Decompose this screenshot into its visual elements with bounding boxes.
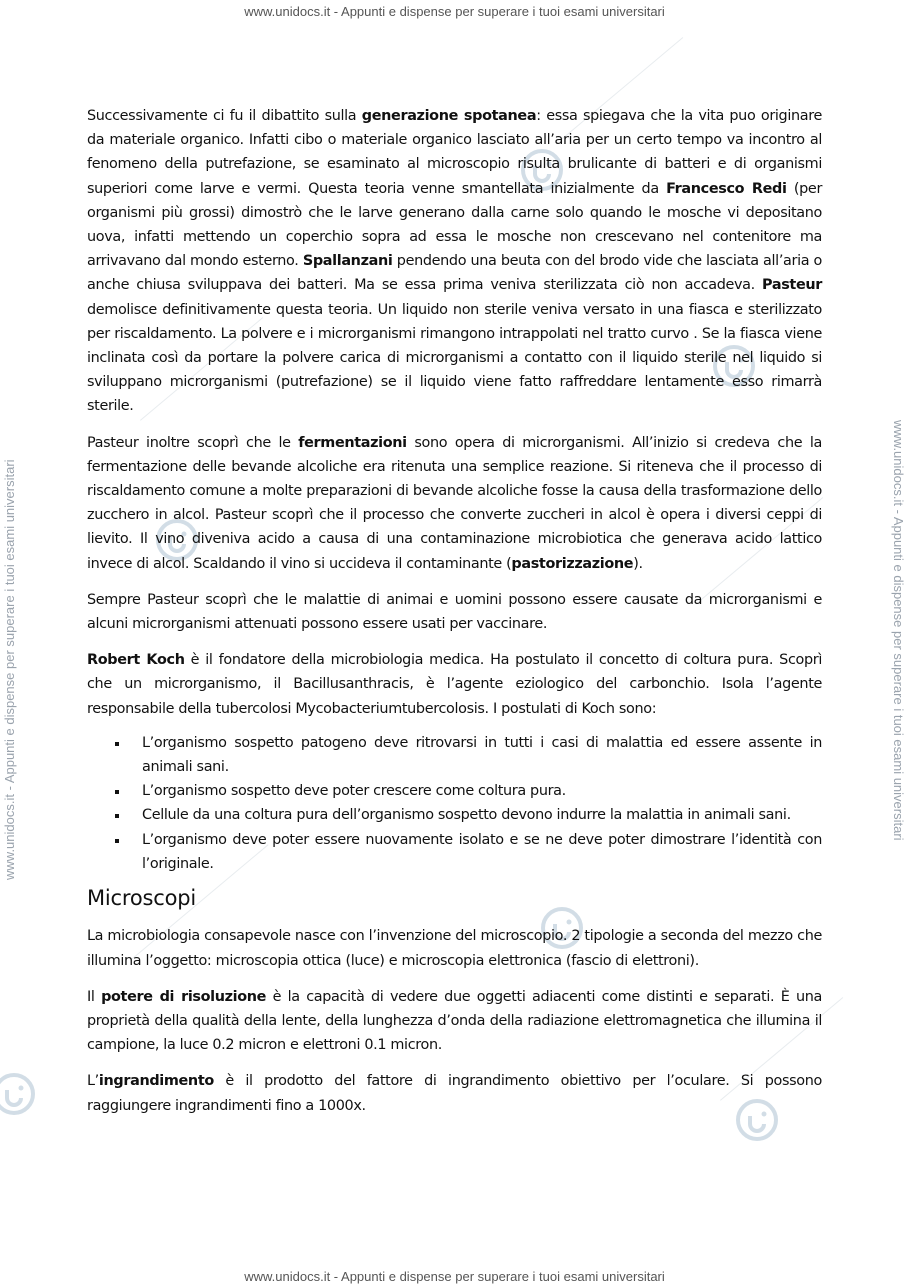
bold-term: Pasteur (762, 277, 822, 294)
paragraph-generazione-spontanea (87, 104, 822, 419)
text-run: Sempre Pasteur scoprì che le malattie di animai e uomini possono essere causate da microrganismi e alcuni microrganismi attenuati possono essere usati per vaccinare. (87, 591, 822, 633)
paragraph-fermentazioni (87, 431, 822, 576)
bold-term: Spallanzani (302, 253, 393, 270)
text-run: La microbiologia consapevole nasce con l’invenzione del microscopio. 2 tipologie a seconda del mezzo che illumina l’oggetto: microscopia ottica (luce) e microscopia elettronica (fascio di elettroni). (87, 928, 822, 969)
section-heading-microscopi: Microscopi (87, 886, 197, 911)
text-run: (per organismi più grossi) dimostrò che le larve generano dalla carne solo quando le mosche vi depositano uova, infatti mettendo un coperchio sopra ad essa le mosche non crescevano nel contenitore ma arrivavano dal mondo esterno. (87, 180, 823, 270)
list-item: Cellule da una coltura pura dell’organismo sospetto devono indurre la malattia in animali sani. (142, 803, 822, 827)
watermark-side-right: www.unidocs.it - Appunti e dispense per superare i tuoi esami universitari (891, 420, 906, 841)
text-run: pendendo una beuta con del brodo vide che lasciata all’aria o anche chiusa sviluppava dei batteri. Ma se essa prima veniva sterilizzata ciò non accadeva. (87, 253, 822, 294)
text-run: L’ (87, 1073, 99, 1090)
paragraph-microbiologia (87, 924, 822, 972)
document-body (87, 104, 822, 1130)
koch-postulates-list (87, 731, 822, 876)
text-run: Successivamente ci fu il dibattito sulla (87, 108, 362, 124)
bold-term: pastorizzazione (511, 555, 634, 572)
text-run: sono opera di microrganismi. All’inizio si credeva che la fermentazione delle bevande alcoliche era ritenuta una semplice reazione. Si riteneva che il processo di riscaldamento comune a molte preparazioni di bevande alcoliche fosse la causa della trasformazione dello zucchero in alcol. Pasteur scoprì che il processo che converte zuccheri in alcol è opera i diversi ceppi di lievito. Il vino diveniva acido a causa di una contaminazione microbiotica che generava acido lattico invece di alcol. Scaldando il vino si uccideva il contaminante ( (87, 434, 822, 572)
list-item: L’organismo sospetto patogeno deve ritrovarsi in tutti i casi di malattia ed essere assente in animali sani. (142, 731, 822, 779)
text-run: Il (87, 988, 102, 1005)
text-run: è il fondatore della microbiologia medica. Ha postulato il concetto di coltura pura. Scoprì che un microrganismo, il Bacillusanthracis, è l’agente eziologico del carbonchio. Isola l’agente responsabile della tubercolosi Mycobacteriumtubercolosis. I postulati di Koch sono: (87, 652, 822, 717)
text-run: : essa spiegava che la vita puo originare da materiale organico. Infatti cibo o materiale organico lasciato all’aria per un certo tempo va incontro al fenomeno della putrefazione, se esaminato al microscopio risulta brulicante di batteri e di organismi superiori come larve e vermi. Questa teoria venne smantellata inizialmente da (87, 108, 822, 197)
list-item: L’organismo deve poter essere nuovamente isolato e se ne deve poter dimostrare l’identità con l’originale. (142, 828, 822, 876)
watermark-side-left: www.unidocs.it - Appunti e dispense per superare i tuoi esami universitari (2, 459, 17, 880)
bold-term: fermentazioni (298, 434, 407, 451)
paragraph-robert-koch (87, 648, 822, 721)
text-run: demolisce definitivamente questa teoria. Un liquido non sterile veniva versato in una fiasca e sterilizzato per riscaldamento. La polvere e i microrganismi rimangono intrappolati nel tratto curvo . Se la fiasca viene inclinata così da portare la polvere carica di microrganismi a contatto con il liquido sterile nel liquido si sviluppano microrganismi (putrefazione) se il liquido viene fatto raffreddare lentamente esso rimarrà sterile. (87, 301, 822, 415)
bold-term: Francesco Redi (666, 180, 787, 197)
text-run: è il prodotto del fattore di ingrandimento obiettivo per l’oculare. Si possono raggiungere ingrandimenti fino a 1000x. (87, 1073, 822, 1114)
bold-term: potere di risoluzione (101, 988, 267, 1005)
bold-term: ingrandimento (98, 1073, 214, 1090)
watermark-footer: www.unidocs.it - Appunti e dispense per superare i tuoi esami universitari (244, 1269, 665, 1284)
list-item: L’organismo sospetto deve poter crescere come coltura pura. (142, 779, 822, 803)
text-run: Pasteur inoltre scoprì che le (87, 434, 299, 451)
paragraph-ingrandimento (87, 1069, 822, 1117)
paragraph-malattie (87, 588, 822, 636)
bold-term: Robert Koch (87, 652, 185, 669)
text-run: ). (633, 555, 643, 572)
unidocs-logo-icon (0, 1072, 36, 1116)
text-run: è la capacità di vedere due oggetti adiacenti come distinti e separati. È una proprietà della qualità della lente, della lunghezza d’onda della radiazione elettromagnetica che illumina il campione, la luce 0.2 micron e elettroni 0.1 micron. (87, 988, 822, 1054)
paragraph-potere-risoluzione (87, 985, 822, 1058)
bold-term: generazione spotanea (361, 108, 537, 124)
watermark-header: www.unidocs.it - Appunti e dispense per superare i tuoi esami universitari (244, 4, 665, 19)
